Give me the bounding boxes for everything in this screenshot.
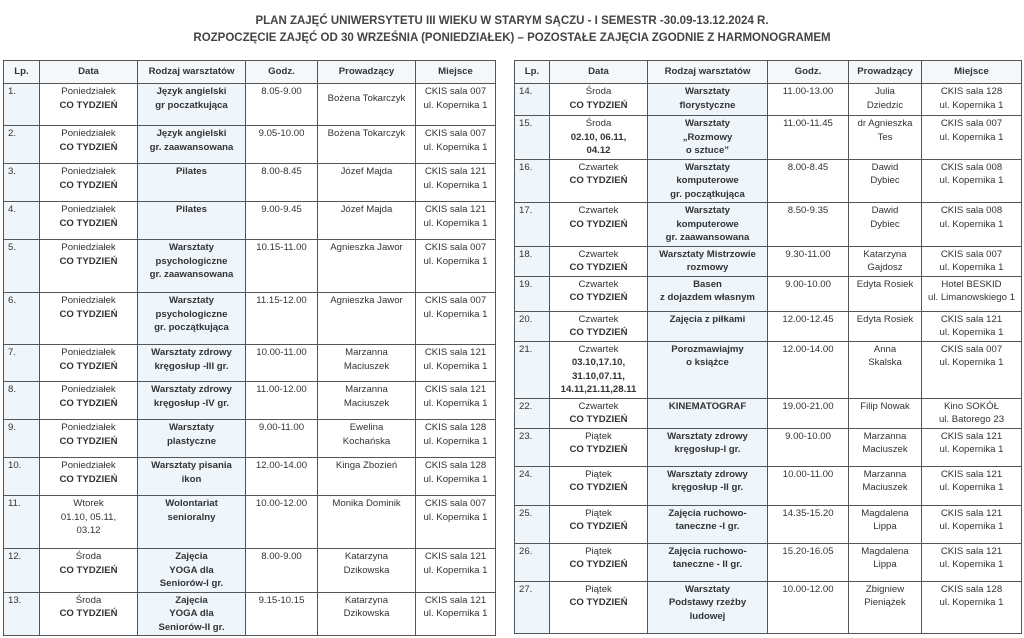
time: 12.00-12.45: [768, 311, 849, 341]
frequency: CO TYDZIEŃ: [569, 597, 628, 608]
location: CKIS sala 128 ul. Kopernika 1: [416, 458, 496, 496]
weekday: Czwartek: [578, 248, 619, 260]
workshop-type: Zajęcia ruchowo- taneczne -I gr.: [648, 505, 768, 543]
weekday: Czwartek: [578, 161, 619, 173]
header-godz: Godz.: [246, 61, 318, 84]
date-cell: [550, 428, 648, 466]
date-cell: [40, 420, 138, 458]
row-number: 23.: [515, 428, 550, 466]
table-row: [515, 116, 1022, 160]
header-miejsce: Miejsce: [416, 61, 496, 84]
frequency: CO TYDZIEŃ: [59, 308, 118, 320]
table-row: [515, 203, 1022, 247]
table-row: [515, 341, 1022, 398]
time: 15.20-16.05: [768, 543, 849, 581]
header-miejsce: Miejsce: [922, 61, 1022, 84]
time: 9.00-11.00: [246, 420, 318, 458]
table-row: [4, 164, 496, 202]
time: 8.00-8.45: [246, 164, 318, 202]
time: 10.00-12.00: [246, 496, 318, 549]
workshop-type: Pilates: [138, 202, 246, 240]
location: CKIS sala 121 ul. Kopernika 1: [416, 549, 496, 593]
location: CKIS sala 121 ul. Kopernika 1: [922, 543, 1022, 581]
instructor: Dawid Dybiec: [849, 203, 922, 247]
header-rodzaj: Rodzaj warsztatów: [138, 61, 246, 84]
location: CKIS sala 121 ul. Kopernika 1: [416, 345, 496, 382]
instructor: Kinga Zbozień: [318, 458, 416, 496]
instructor: Anna Skalska: [849, 341, 922, 398]
instructor: Edyta Rosiek: [849, 311, 922, 341]
row-number: 3.: [4, 164, 40, 202]
location: CKIS sala 007 ul. Kopernika 1: [922, 341, 1022, 398]
weekday: Piątek: [585, 430, 612, 442]
time: 8.00-8.45: [768, 159, 849, 203]
date-cell: [550, 84, 648, 116]
location: CKIS sala 121 ul. Kopernika 1: [416, 202, 496, 240]
schedule-table-left: [3, 60, 496, 636]
weekday: Piątek: [585, 583, 612, 595]
time: 9.30-11.00: [768, 246, 849, 276]
weekday: Czwartek: [578, 313, 619, 325]
date-cell: [550, 543, 648, 581]
frequency: CO TYDZIEŃ: [59, 179, 118, 191]
weekday: Środa: [585, 118, 612, 129]
date-cell: [550, 311, 648, 341]
table-row: [515, 428, 1022, 466]
instructor: Marzanna Maciuszek: [849, 428, 922, 466]
weekday: Poniedziałek: [61, 128, 116, 139]
frequency: CO TYDZIEŃ: [59, 608, 118, 619]
row-number: 19.: [515, 276, 550, 311]
row-number: 9.: [4, 420, 40, 458]
time: 10.00-12.00: [768, 581, 849, 633]
weekday: Poniedziałek: [61, 242, 116, 253]
workshop-type: Basen z dojazdem własnym: [648, 276, 768, 311]
time: 14.35-15.20: [768, 505, 849, 543]
frequency: CO TYDZIEŃ: [569, 444, 628, 455]
weekday: Wtorek: [73, 498, 104, 509]
table-row: [515, 398, 1022, 428]
workshop-type: Porozmawiajmy o książce: [648, 341, 768, 398]
table-row: [4, 382, 496, 420]
weekday: Poniedziałek: [61, 166, 116, 177]
workshop-type: Język angielski gr. zaawansowana: [138, 126, 246, 164]
weekday: Poniedziałek: [61, 204, 116, 215]
time: 12.00-14.00: [246, 458, 318, 496]
workshop-type: Zajęcia ruchowo- taneczne - II gr.: [648, 543, 768, 581]
table-row: [4, 202, 496, 240]
table-row: [4, 126, 496, 164]
frequency: 01.10, 05.11, 03.12: [60, 511, 117, 536]
time: 10.15-11.00: [246, 240, 318, 293]
time: 11.00-12.00: [246, 382, 318, 420]
frequency: CO TYDZIEŃ: [569, 327, 628, 338]
time: 12.00-14.00: [768, 341, 849, 398]
date-cell: [550, 246, 648, 276]
frequency: CO TYDZIEŃ: [569, 262, 628, 273]
row-number: 18.: [515, 246, 550, 276]
instructor: Julia Dziedzic: [849, 84, 922, 116]
weekday: Poniedziałek: [61, 86, 116, 97]
location: CKIS sala 121 ul. Kopernika 1: [922, 505, 1022, 543]
time: 9.05-10.00: [246, 126, 318, 164]
row-number: 14.: [515, 84, 550, 116]
row-number: 26.: [515, 543, 550, 581]
row-number: 15.: [515, 116, 550, 160]
time: 9.00-9.45: [246, 202, 318, 240]
location: CKIS sala 128 ul. Kopernika 1: [922, 84, 1022, 116]
row-number: 27.: [515, 581, 550, 633]
row-number: 17.: [515, 203, 550, 247]
date-cell: [40, 84, 138, 126]
instructor: Bożena Tokarczyk: [318, 126, 416, 164]
frequency: CO TYDZIEŃ: [569, 414, 628, 425]
table-row: [4, 345, 496, 382]
row-number: 24.: [515, 466, 550, 505]
location: CKIS sala 008 ul. Kopernika 1: [922, 159, 1022, 203]
frequency: CO TYDZIEŃ: [569, 99, 628, 111]
location: CKIS sala 007 ul. Kopernika 1: [416, 84, 496, 126]
instructor: Magdalena Lippa: [849, 505, 922, 543]
workshop-type: Warsztaty pisania ikon: [138, 458, 246, 496]
weekday: Środa: [585, 86, 612, 97]
date-cell: [40, 458, 138, 496]
frequency: 02.10, 06.11, 04.12: [570, 131, 627, 156]
table-row: [4, 458, 496, 496]
row-number: 22.: [515, 398, 550, 428]
workshop-type: Wolontariat senioralny: [138, 496, 246, 549]
date-cell: [40, 126, 138, 164]
date-cell: [40, 549, 138, 593]
date-cell: [40, 345, 138, 382]
time: 9.00-10.00: [768, 428, 849, 466]
header-lp: Lp.: [4, 61, 40, 84]
weekday: Środa: [75, 594, 102, 606]
workshop-type: Warsztaty psychologiczne gr. zaawansowana: [138, 240, 246, 293]
location: Kino SOKÓŁ ul. Batorego 23: [922, 398, 1022, 428]
document-subtitle: ROZPOCZĘCIE ZAJĘĆ OD 30 WRZEŚNIA (PONIEDZIAŁEK) – POZOSTAŁE ZAJĘCIA ZGODNIE Z HARMONOGRAMEM: [193, 32, 831, 44]
table-row: [515, 311, 1022, 341]
frequency: CO TYDZIEŃ: [569, 218, 628, 230]
date-cell: [550, 203, 648, 247]
weekday: Czwartek: [578, 343, 619, 355]
time: 11.00-13.00: [768, 84, 849, 116]
instructor: Marzanna Maciuszek: [318, 382, 416, 420]
date-cell: [550, 398, 648, 428]
time: 11.15-12.00: [246, 293, 318, 345]
frequency: CO TYDZIEŃ: [569, 559, 628, 570]
time: 9.00-10.00: [768, 276, 849, 311]
table-row: [4, 84, 496, 126]
table-row: [4, 592, 496, 636]
table-row: [4, 420, 496, 458]
row-number: 16.: [515, 159, 550, 203]
table-row: [4, 293, 496, 345]
instructor: Ewelina Kochańska: [318, 420, 416, 458]
row-number: 11.: [4, 496, 40, 549]
workshop-type: Warsztaty zdrowy kręgosłup -III gr.: [138, 345, 246, 382]
workshop-type: Warsztaty komputerowe gr. początkująca: [648, 159, 768, 203]
date-cell: [40, 202, 138, 240]
frequency: CO TYDZIEŃ: [569, 521, 628, 532]
location: CKIS sala 121 ul. Kopernika 1: [416, 382, 496, 420]
weekday: Poniedziałek: [61, 384, 116, 395]
frequency: 03.10,17.10, 31.10,07.11, 14.11,21.11,28.11: [560, 357, 637, 395]
location: CKIS sala 007 ul. Kopernika 1: [922, 116, 1022, 160]
location: CKIS sala 007 ul. Kopernika 1: [416, 496, 496, 549]
weekday: Piątek: [585, 468, 612, 480]
table-row: [4, 240, 496, 293]
time: 9.15-10.15: [246, 592, 318, 636]
location: CKIS sala 007 ul. Kopernika 1: [416, 126, 496, 164]
frequency: CO TYDZIEŃ: [59, 435, 118, 447]
date-cell: [550, 581, 648, 633]
instructor: Marzanna Maciuszek: [849, 466, 922, 505]
workshop-type: Warsztaty „Rozmowy o sztuce”: [648, 116, 768, 160]
table-header-row: [4, 61, 496, 84]
time: 10.00-11.00: [246, 345, 318, 382]
workshop-type: Warsztaty zdrowy kręgosłup -II gr.: [648, 466, 768, 505]
location: CKIS sala 008 ul. Kopernika 1: [922, 203, 1022, 247]
table-row: [515, 84, 1022, 116]
instructor: Katarzyna Dzikowska: [318, 592, 416, 636]
frequency: CO TYDZIEŃ: [569, 292, 628, 303]
instructor: Józef Majda: [318, 202, 416, 240]
row-number: 6.: [4, 293, 40, 345]
location: Hotel BESKID ul. Limanowskiego 1: [922, 276, 1022, 311]
time: 8.00-9.00: [246, 549, 318, 593]
frequency: CO TYDZIEŃ: [59, 564, 118, 576]
workshop-type: KINEMATOGRAF: [648, 398, 768, 428]
date-cell: [40, 164, 138, 202]
table-row: [515, 466, 1022, 505]
table-row: [515, 581, 1022, 633]
instructor: Monika Dominik: [318, 496, 416, 549]
weekday: Piątek: [585, 507, 612, 519]
location: CKIS sala 121 ul. Kopernika 1: [922, 466, 1022, 505]
frequency: CO TYDZIEŃ: [569, 175, 628, 186]
instructor: Zbigniew Pieniążek: [849, 581, 922, 633]
instructor: dr Agnieszka Tes: [849, 116, 922, 160]
row-number: 5.: [4, 240, 40, 293]
row-number: 12.: [4, 549, 40, 593]
row-number: 20.: [515, 311, 550, 341]
row-number: 13.: [4, 592, 40, 636]
table-row: [515, 159, 1022, 203]
row-number: 7.: [4, 345, 40, 382]
frequency: CO TYDZIEŃ: [59, 255, 118, 267]
date-cell: [40, 496, 138, 549]
frequency: CO TYDZIEŃ: [59, 473, 118, 485]
frequency: CO TYDZIEŃ: [59, 217, 118, 229]
instructor: Dawid Dybiec: [849, 159, 922, 203]
location: CKIS sala 007 ul. Kopernika 1: [922, 246, 1022, 276]
header-lp: Lp.: [515, 61, 550, 84]
header-data: Data: [40, 61, 138, 84]
weekday: Poniedziałek: [61, 422, 116, 433]
instructor: Agnieszka Jawor: [318, 240, 416, 293]
location: CKIS sala 007 ul. Kopernika 1: [416, 240, 496, 293]
location: CKIS sala 128 ul. Kopernika 1: [416, 420, 496, 458]
row-number: 21.: [515, 341, 550, 398]
frequency: CO TYDZIEŃ: [59, 141, 118, 153]
date-cell: [550, 341, 648, 398]
table-row: [4, 549, 496, 593]
date-cell: [40, 592, 138, 636]
weekday: Czwartek: [578, 205, 619, 216]
location: CKIS sala 121 ul. Kopernika 1: [922, 311, 1022, 341]
date-cell: [40, 382, 138, 420]
instructor: Katarzyna Dzikowska: [318, 549, 416, 593]
table-row: [515, 246, 1022, 276]
location: CKIS sala 121 ul. Kopernika 1: [416, 164, 496, 202]
table-header-row: [515, 61, 1022, 84]
workshop-type: Warsztaty zdrowy kręgosłup-I gr.: [648, 428, 768, 466]
workshop-type: Warsztaty Podstawy rzeźby ludowej: [648, 581, 768, 633]
instructor: Filip Nowak: [849, 398, 922, 428]
location: CKIS sala 007 ul. Kopernika 1: [416, 293, 496, 345]
schedule-table-right: [514, 60, 1022, 634]
row-number: 25.: [515, 505, 550, 543]
date-cell: [40, 293, 138, 345]
weekday: Poniedziałek: [61, 460, 116, 471]
time: 19.00-21.00: [768, 398, 849, 428]
frequency: CO TYDZIEŃ: [59, 397, 118, 409]
table-row: [515, 505, 1022, 543]
weekday: Czwartek: [578, 278, 619, 290]
table-row: [4, 496, 496, 549]
date-cell: [550, 276, 648, 311]
location: CKIS sala 121 ul. Kopernika 1: [416, 592, 496, 636]
table-row: [515, 543, 1022, 581]
workshop-type: Warsztaty plastyczne: [138, 420, 246, 458]
date-cell: [40, 240, 138, 293]
instructor: Katarzyna Gajdosz: [849, 246, 922, 276]
weekday: Piątek: [585, 545, 612, 557]
workshop-type: Warsztaty zdrowy kręgosłup -IV gr.: [138, 382, 246, 420]
time: 8.50-9.35: [768, 203, 849, 247]
date-cell: [550, 159, 648, 203]
location: CKIS sala 121 ul. Kopernika 1: [922, 428, 1022, 466]
weekday: Poniedziałek: [61, 347, 116, 358]
instructor: Bożena Tokarczyk: [318, 84, 416, 126]
header-prowadzacy: Prowadzący: [318, 61, 416, 84]
row-number: 10.: [4, 458, 40, 496]
instructor: Edyta Rosiek: [849, 276, 922, 311]
frequency: CO TYDZIEŃ: [569, 482, 628, 493]
document-title: PLAN ZAJĘĆ UNIWERSYTETU III WIEKU W STARYM SĄCZU - I SEMESTR -30.09-13.12.2024 R.: [255, 15, 769, 27]
time: 10.00-11.00: [768, 466, 849, 505]
location: CKIS sala 128 ul. Kopernika 1: [922, 581, 1022, 633]
frequency: CO TYDZIEŃ: [59, 360, 118, 372]
time: 11.00-11.45: [768, 116, 849, 160]
weekday: Poniedziałek: [61, 295, 116, 306]
workshop-type: Zajęcia z piłkami: [648, 311, 768, 341]
frequency: CO TYDZIEŃ: [59, 99, 118, 111]
instructor: Magdalena Lippa: [849, 543, 922, 581]
workshop-type: Warsztaty Mistrzowie rozmowy: [648, 246, 768, 276]
workshop-type: Warsztaty florystyczne: [648, 84, 768, 116]
row-number: 1.: [4, 84, 40, 126]
header-data: Data: [550, 61, 648, 84]
instructor: Marzanna Maciuszek: [318, 345, 416, 382]
instructor: Agnieszka Jawor: [318, 293, 416, 345]
workshop-type: Język angielski gr poczatkująca: [138, 84, 246, 126]
time: 8.05-9.00: [246, 84, 318, 126]
row-number: 2.: [4, 126, 40, 164]
workshop-type: Pilates: [138, 164, 246, 202]
header-rodzaj: Rodzaj warsztatów: [648, 61, 768, 84]
date-cell: [550, 116, 648, 160]
date-cell: [550, 505, 648, 543]
workshop-type: Warsztaty komputerowe gr. zaawansowana: [648, 203, 768, 247]
workshop-type: Zajęcia YOGA dla Seniorów-II gr.: [138, 592, 246, 636]
row-number: 4.: [4, 202, 40, 240]
table-row: [515, 276, 1022, 311]
header-godz: Godz.: [768, 61, 849, 84]
weekday: Środa: [75, 551, 102, 562]
instructor: Józef Majda: [318, 164, 416, 202]
weekday: Czwartek: [578, 400, 619, 412]
workshop-type: Zajęcia YOGA dla Seniorów-I gr.: [138, 549, 246, 593]
row-number: 8.: [4, 382, 40, 420]
header-prowadzacy: Prowadzący: [849, 61, 922, 84]
date-cell: [550, 466, 648, 505]
workshop-type: Warsztaty psychologiczne gr. początkująca: [138, 293, 246, 345]
